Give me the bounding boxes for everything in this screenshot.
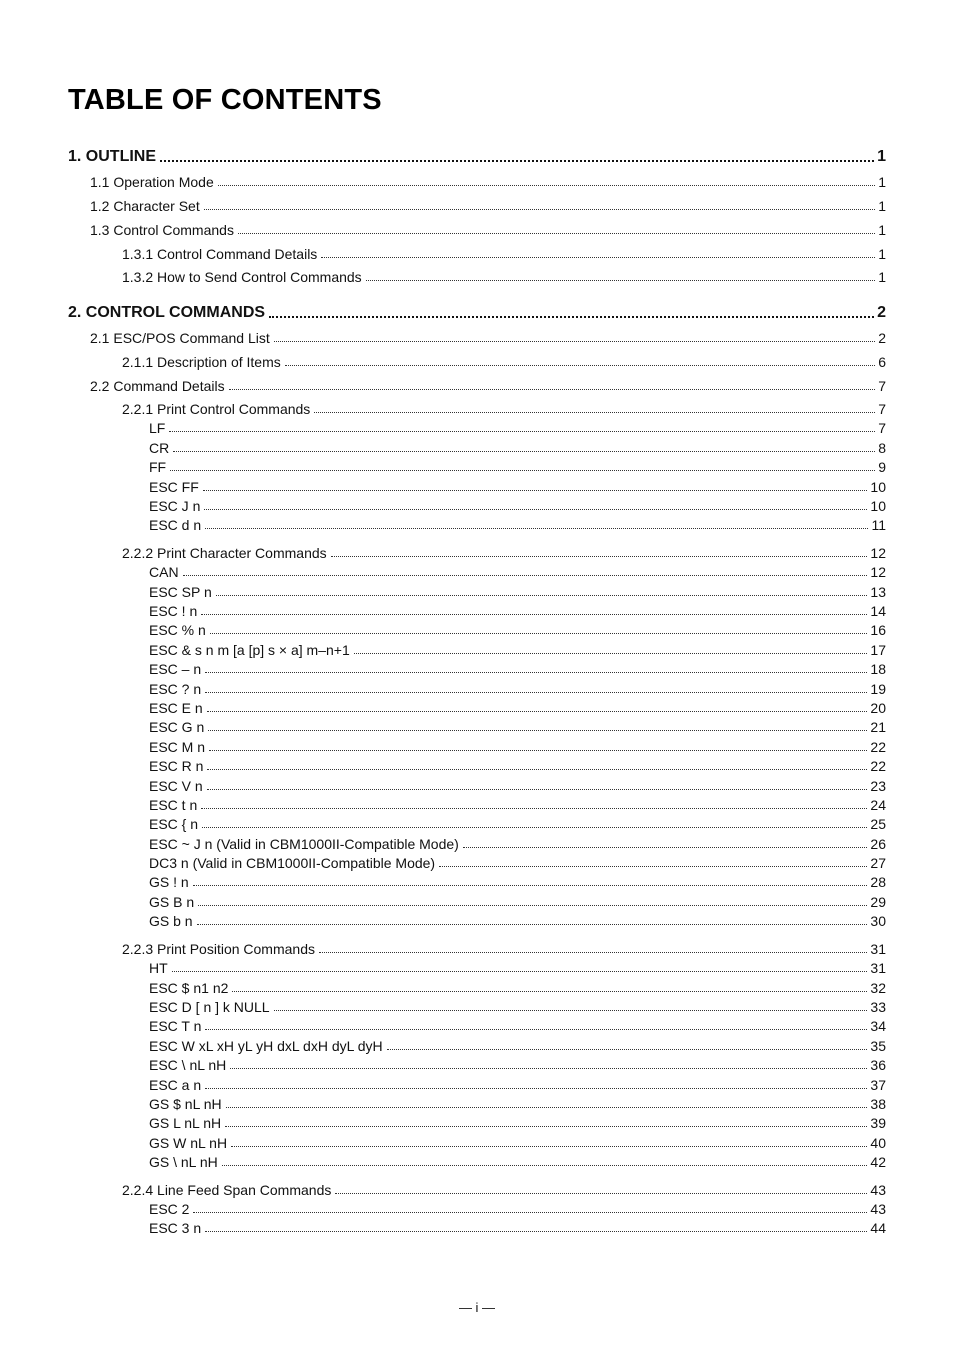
dot-leader	[201, 614, 867, 615]
dot-leader	[354, 653, 868, 654]
toc-entry-level-3[interactable]	[68, 774, 886, 793]
dot-leader	[172, 971, 868, 972]
toc-entry-page-number: 43	[870, 1200, 886, 1217]
dot-leader	[366, 280, 876, 281]
toc-entry-label: ESC FF	[149, 478, 199, 495]
toc-entry-level-2[interactable]	[68, 394, 886, 418]
dot-leader	[225, 1126, 867, 1127]
toc-entry-page-number: 16	[870, 622, 886, 639]
toc-entry-page-number: 11	[871, 517, 886, 534]
dot-leader	[205, 1231, 867, 1232]
toc-entry-label: ESC \ nL nH	[149, 1057, 227, 1074]
toc-entry-page-number: 44	[870, 1220, 886, 1237]
toc-entry-page-number: 29	[870, 893, 886, 910]
dot-leader	[210, 633, 868, 634]
dot-leader	[209, 750, 867, 751]
toc-entry-level-2[interactable]	[68, 262, 886, 286]
toc-entry-page-number: 1	[878, 222, 886, 238]
dot-leader	[331, 556, 868, 557]
toc-entry-level-1[interactable]	[68, 322, 886, 346]
toc-entry-level-3[interactable]	[68, 417, 886, 436]
toc-entry-level-3[interactable]	[68, 638, 886, 657]
dot-leader	[387, 1049, 868, 1050]
dot-leader	[230, 1068, 867, 1069]
toc-entry-page-number: 28	[870, 874, 886, 891]
toc-entry-label: ESC J n	[149, 497, 201, 514]
toc-entry-label: 2.2.1 Print Control Commands	[122, 401, 311, 417]
toc-entry-label: CAN	[149, 564, 179, 581]
dot-leader	[222, 1165, 868, 1166]
toc-entry-label: GS L nL nH	[149, 1115, 222, 1132]
dot-leader	[170, 470, 875, 471]
toc-entry-label: 2.2.4 Line Feed Span Commands	[122, 1181, 332, 1198]
toc-entry-label: GS ! n	[149, 874, 189, 891]
toc-entry-page-number: 26	[870, 835, 886, 852]
toc-entry-page-number: 18	[870, 661, 886, 678]
toc-entry-level-3[interactable]	[68, 794, 886, 813]
toc-entry-label: ESC & s n m [a [p] s × a] m–n+1	[149, 641, 350, 658]
toc-entry-page-number: 37	[870, 1076, 886, 1093]
toc-entry-page-number: 10	[870, 478, 886, 495]
toc-entry-page-number: 12	[870, 564, 886, 581]
toc-entry-label: 1. OUTLINE	[68, 148, 157, 165]
toc-entry-level-1[interactable]	[68, 370, 886, 394]
toc-entry-label: 1.3.2 How to Send Control Commands	[122, 269, 362, 285]
dot-leader	[274, 1010, 868, 1011]
toc-entry-label: ESC 3 n	[149, 1220, 202, 1237]
toc-entry-level-2[interactable]	[68, 238, 886, 262]
dot-leader	[285, 365, 875, 366]
toc-entry-label: GS $ nL nH	[149, 1095, 222, 1112]
toc-entry-label: ESC d n	[149, 517, 202, 534]
toc-entry-page-number: 21	[870, 719, 886, 736]
toc-entry-label: 2.2.3 Print Position Commands	[122, 940, 315, 957]
toc-entry-page-number: 1	[878, 174, 886, 190]
dot-leader	[169, 431, 875, 432]
toc-entry-label: ESC R n	[149, 758, 204, 775]
toc-entry-label: 2. CONTROL COMMANDS	[68, 304, 266, 321]
toc-entry-label: ESC t n	[149, 796, 198, 813]
dot-leader	[207, 769, 867, 770]
dot-leader	[439, 866, 867, 867]
toc-entry-level-3[interactable]	[68, 976, 886, 995]
toc-entry-level-3[interactable]	[68, 1073, 886, 1092]
toc-entry-label: ESC % n	[149, 622, 206, 639]
dot-leader	[463, 847, 868, 848]
dot-leader	[335, 1193, 867, 1194]
dot-leader	[205, 692, 867, 693]
toc-entry-label: ESC M n	[149, 738, 206, 755]
toc-entry-page-number: 33	[870, 998, 886, 1015]
toc-entry-label: GS b n	[149, 913, 193, 930]
toc-entry-page-number: 10	[870, 497, 886, 514]
toc-entry-label: ESC E n	[149, 699, 203, 716]
toc-entry-level-3[interactable]	[68, 514, 886, 533]
toc-entry-level-2[interactable]	[68, 346, 886, 370]
toc-entry-level-3[interactable]	[68, 495, 886, 514]
toc-entry-page-number: 7	[878, 401, 886, 417]
toc-entry-page-number: 35	[870, 1037, 886, 1054]
toc-entry-page-number: 14	[870, 603, 886, 620]
toc-entry-level-3[interactable]	[68, 658, 886, 677]
toc-entry-level-3[interactable]	[68, 677, 886, 696]
toc-entry-page-number: 1	[878, 245, 886, 262]
toc-entry-label: ESC V n	[149, 777, 203, 794]
dot-leader	[226, 1107, 868, 1108]
toc-entry-level-3[interactable]	[68, 755, 886, 774]
toc-entry-page-number: 32	[870, 979, 886, 996]
toc-entry-label: 2.1 ESC/POS Command List	[90, 330, 270, 346]
toc-entry-label: 2.2 Command Details	[90, 377, 225, 394]
toc-entry-level-3[interactable]	[68, 735, 886, 754]
toc-entry-page-number: 42	[870, 1154, 886, 1171]
toc-entry-page-number: 1	[878, 269, 886, 285]
dot-leader	[204, 209, 875, 210]
toc-entry-level-3[interactable]	[68, 697, 886, 716]
toc-entry-page-number: 19	[870, 680, 886, 697]
toc-entry-level-1[interactable]	[68, 190, 886, 214]
dot-leader	[205, 1088, 867, 1089]
dot-leader	[201, 808, 867, 809]
toc-entry-page-number: 27	[870, 855, 886, 872]
dot-leader	[207, 789, 868, 790]
toc-entry-level-0[interactable]	[68, 136, 886, 166]
dot-leader	[205, 1029, 867, 1030]
toc-entry-level-3[interactable]	[68, 716, 886, 735]
toc-entry-level-3[interactable]	[68, 1015, 886, 1034]
toc-entry-page-number: 36	[870, 1057, 886, 1074]
dot-leader	[229, 389, 876, 390]
toc-entry-level-3[interactable]	[68, 957, 886, 976]
toc-entry-level-3[interactable]	[68, 1034, 886, 1053]
toc-entry-level-1[interactable]	[68, 166, 886, 190]
dot-leader	[204, 509, 867, 510]
toc-entry-label: ESC W xL xH yL yH dxL dxH dyL dyH	[149, 1037, 383, 1054]
toc-entry-label: FF	[149, 459, 167, 476]
toc-entry-level-3[interactable]	[68, 996, 886, 1015]
toc-entry-label: HT	[149, 960, 168, 977]
toc-entry-page-number: 8	[878, 439, 886, 456]
dot-leader	[197, 924, 868, 925]
toc-entry-level-3[interactable]	[68, 813, 886, 832]
dot-leader	[183, 575, 868, 576]
toc-entry-page-number: 6	[878, 353, 886, 370]
dot-leader	[198, 905, 867, 906]
toc-entry-page-number: 2	[878, 330, 886, 346]
toc-entry-level-3[interactable]	[68, 475, 886, 494]
toc-entry-page-number: 31	[870, 960, 886, 977]
toc-entry-level-3[interactable]	[68, 1151, 886, 1170]
toc-entry-page-number: 22	[870, 758, 886, 775]
toc-entry-level-3[interactable]	[68, 910, 886, 929]
toc-entry-label: GS \ nL nH	[149, 1154, 218, 1171]
dot-leader	[203, 490, 868, 491]
page-number-footer: — i —	[458, 1300, 496, 1315]
toc-entry-label: GS B n	[149, 893, 195, 910]
toc-entry-page-number: 17	[870, 641, 886, 658]
toc-entry-label: ESC – n	[149, 661, 202, 678]
toc-entry-label: 2.2.2 Print Character Commands	[122, 544, 327, 561]
toc-entry-level-2[interactable]	[68, 537, 886, 561]
toc-entry-page-number: 12	[870, 544, 886, 561]
toc-entry-page-number: 25	[870, 816, 886, 833]
toc-entry-level-2[interactable]	[68, 1174, 886, 1198]
toc-entry-label: ESC G n	[149, 719, 205, 736]
toc-entry-label: ESC ! n	[149, 603, 198, 620]
toc-entry-level-3[interactable]	[68, 871, 886, 890]
toc-entry-level-3[interactable]	[68, 852, 886, 871]
toc-entry-page-number: 30	[870, 913, 886, 930]
dot-leader	[231, 1146, 867, 1147]
toc-entry-label: ESC a n	[149, 1076, 202, 1093]
toc-entry-page-number: 7	[878, 377, 886, 394]
toc-entry-label: ESC { n	[149, 816, 199, 833]
dot-leader	[218, 185, 875, 186]
toc-entry-level-3[interactable]	[68, 456, 886, 475]
dot-leader	[319, 952, 867, 953]
toc-entry-page-number: 22	[870, 738, 886, 755]
toc-entry-level-3[interactable]	[68, 1054, 886, 1073]
dot-leader	[205, 528, 868, 529]
dot-leader	[314, 412, 875, 413]
toc-entry-level-2[interactable]	[68, 933, 886, 957]
toc-entry-level-3[interactable]	[68, 580, 886, 599]
toc-entry-label: ESC T n	[149, 1018, 202, 1035]
toc-entry-label: ESC $ n1 n2	[149, 979, 229, 996]
dot-leader	[274, 341, 875, 342]
toc-entry-label: ESC 2	[149, 1200, 190, 1217]
toc-entry-page-number: 24	[870, 796, 886, 813]
toc-entry-label: ESC ~ J n (Valid in CBM1000II-Compatible Mode)	[149, 835, 459, 852]
toc-entry-label: LF	[149, 420, 166, 437]
toc-entry-label: CR	[149, 439, 170, 456]
toc-entry-level-3[interactable]	[68, 600, 886, 619]
toc-entry-page-number: 9	[878, 459, 886, 476]
toc-entry-label: 1.2 Character Set	[90, 198, 200, 214]
toc-entry-page-number: 34	[870, 1018, 886, 1035]
dot-leader	[173, 451, 875, 452]
toc-entry-page-number: 7	[878, 420, 886, 437]
dot-leader	[207, 711, 868, 712]
toc-entry-label: ESC SP n	[149, 583, 212, 600]
toc-entry-level-3[interactable]	[68, 1093, 886, 1112]
dot-leader	[205, 672, 867, 673]
dot-leader	[193, 1212, 867, 1213]
toc-entry-page-number: 23	[870, 777, 886, 794]
dot-leader	[216, 595, 868, 596]
toc-entry-label: ESC D [ n ] k NULL	[149, 998, 270, 1015]
toc-entry-label: GS W nL nH	[149, 1134, 228, 1151]
table-of-contents	[68, 136, 886, 1236]
dot-leader	[160, 160, 874, 162]
dot-leader	[321, 257, 875, 258]
toc-entry-page-number: 1	[878, 198, 886, 214]
toc-entry-label: 1.1 Operation Mode	[90, 174, 214, 190]
toc-entry-level-1[interactable]	[68, 214, 886, 238]
toc-entry-page-number: 13	[870, 583, 886, 600]
dot-leader	[202, 827, 867, 828]
toc-entry-level-3[interactable]	[68, 1112, 886, 1131]
dot-leader	[232, 991, 867, 992]
toc-entry-page-number: 38	[870, 1095, 886, 1112]
toc-entry-page-number: 1	[877, 148, 886, 165]
dot-leader	[193, 885, 868, 886]
dot-leader	[238, 233, 875, 234]
toc-entry-level-3[interactable]	[68, 436, 886, 455]
toc-entry-label: DC3 n (Valid in CBM1000II-Compatible Mode)	[149, 855, 436, 872]
dot-leader	[269, 316, 874, 318]
toc-entry-page-number: 20	[870, 699, 886, 716]
toc-entry-page-number: 40	[870, 1134, 886, 1151]
toc-entry-level-3[interactable]	[68, 1131, 886, 1150]
toc-entry-label: ESC ? n	[149, 680, 202, 697]
toc-entry-level-3[interactable]	[68, 561, 886, 580]
toc-entry-level-3[interactable]	[68, 1198, 886, 1217]
toc-entry-page-number: 2	[877, 304, 886, 321]
dot-leader	[208, 730, 867, 731]
toc-entry-page-number: 31	[870, 940, 886, 957]
toc-entry-level-3[interactable]	[68, 1217, 886, 1236]
toc-entry-page-number: 43	[870, 1181, 886, 1198]
toc-entry-level-0[interactable]	[68, 292, 886, 322]
toc-entry-level-3[interactable]	[68, 832, 886, 851]
toc-entry-label: 1.3.1 Control Command Details	[122, 245, 318, 262]
page-title: TABLE OF CONTENTS	[68, 84, 382, 116]
toc-entry-level-3[interactable]	[68, 890, 886, 909]
toc-entry-label: 2.1.1 Description of Items	[122, 353, 281, 370]
toc-entry-page-number: 39	[870, 1115, 886, 1132]
toc-entry-level-3[interactable]	[68, 619, 886, 638]
toc-entry-label: 1.3 Control Commands	[90, 222, 234, 238]
